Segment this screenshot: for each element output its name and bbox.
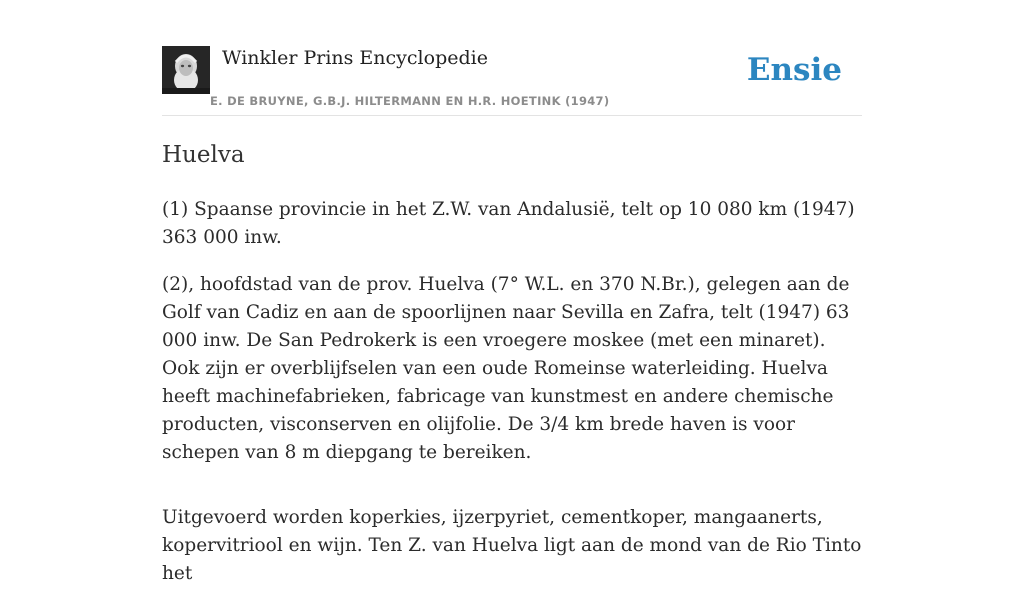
article-title: Huelva	[162, 142, 245, 168]
portrait-image	[162, 46, 210, 94]
article-paragraph: Uitgevoerd worden koperkies, ijzerpyriet, cementkoper, mangaanerts, kopervitriool en wijn. Ten Z. van Huelva ligt aan de mond van de Rio Tinto het	[162, 507, 862, 584]
article-body	[162, 138, 866, 607]
article-paragraph: (1) Spaanse provincie in het Z.W. van Andalusië, telt op 10 080 km (1947) 363 000 inw.	[162, 199, 855, 248]
site-title[interactable]: Winkler Prins Encyclopedie	[222, 47, 488, 69]
article-paragraph: (2), hoofdstad van de prov. Huelva (7° W.L. en 370 N.Br.), gelegen aan de Golf van Cadiz en aan de spoorlijnen naar Sevilla en Zafra, telt (1947) 63 000 inw. De San Pedrokerk is een vroegere moskee (met een minaret). Ook zijn er overblijfselen van een oude Romeinse waterleiding. Huelva heeft machinefabrieken, fabricage van kunstmest en andere chemische producten, visconserven en olijfolie. De 3/4 km brede haven is voor schepen van 8 m diepgang te bereiken.	[162, 274, 850, 463]
site-header	[162, 46, 862, 116]
brand-logo-link[interactable]: Ensie	[746, 52, 842, 88]
author-avatar	[162, 46, 210, 94]
authors-credit: E. DE BRUYNE, G.B.J. HILTERMANN EN H.R. HOETINK (1947)	[210, 94, 610, 108]
